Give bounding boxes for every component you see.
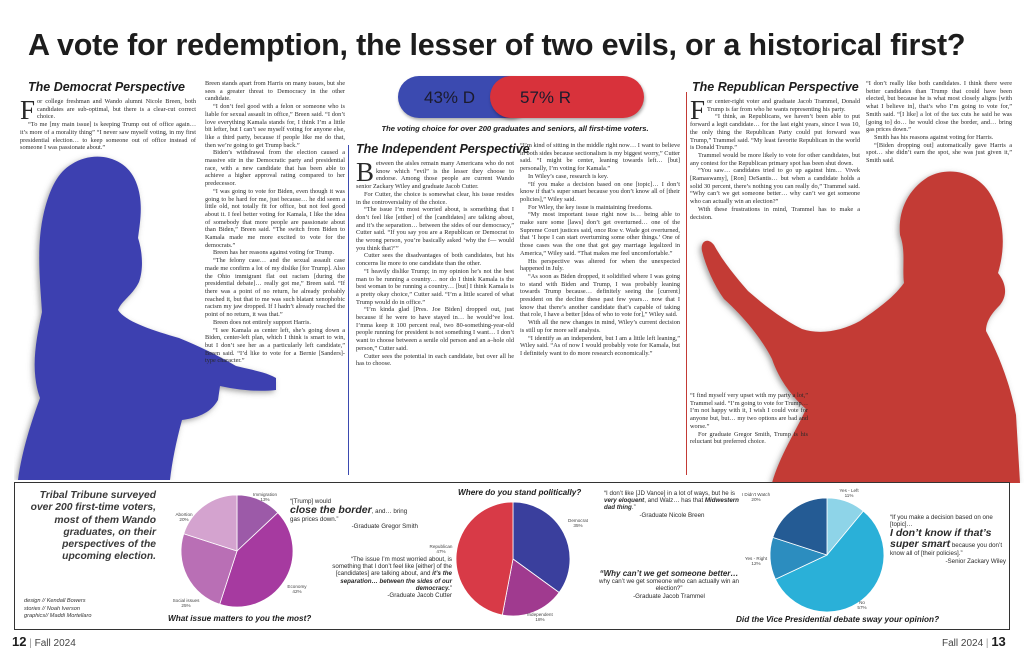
breen-quote: “I don’t like [JD Vance] in a lot of ways, but he is very eloquent, and Walz… has that Midwestern dad thing.” -Graduate Nicole Breen <box>604 490 739 519</box>
issue-date-right: Fall 2024 <box>942 638 984 649</box>
republican-dropcap: F <box>690 98 706 125</box>
folio-right: Fall 2024 | 13 <box>942 634 1006 649</box>
page-number-right: 13 <box>991 634 1006 649</box>
debate-label-yes-right: Yes - Right 12% <box>744 556 768 567</box>
issue-label-economy: Economy 42% <box>287 584 307 595</box>
politics-chart-title: Where do you stand politically? <box>458 488 582 497</box>
independent-left-rule <box>348 145 349 475</box>
folio-left: 12 | Fall 2024 <box>12 634 76 649</box>
issue-chart-title: What issue matters to you the most? <box>168 614 312 623</box>
debate-label-didnt-watch: I Didn't Watch 20% <box>741 492 771 503</box>
democrat-dropcap: F <box>20 98 36 125</box>
credit-design: design // Kendall Bowers <box>24 598 86 604</box>
republican-column-1: For center-right voter and graduate Jacob Trammel, Donald Trump is far from who he wants representing his party. “I think, as Republicans, we haven’t been able to put forward a legit candidate… for the last eight years, since I was 10, the only thing the Republican Party could put forward was Trump,” Trammel said. “My least favorite Republican in the world is Donald Trump.” Trammel would be more likely to vote for other candidates, but any contest for the Republican primary spot has been shut down. “You saw… candidates tried to go up against him… Vivek [Ramaswamy], [Ron] DeSantis… but when a candidate holds a solid 30 percent, there’s nothing you can really do,” Trammel said. “Why can’t we get someone better… why can’t we get someone who can actually win an election?” With these frustrations in mind, Trammel has to make a decision. <box>690 98 860 221</box>
poll-republican-label: 57% R <box>520 88 572 107</box>
independent-heading: The Independent Perspective <box>356 142 530 156</box>
pie-slice-republican <box>456 502 513 615</box>
republican-left-rule <box>686 92 687 475</box>
debate-chart-title: Did the Vice Presidential debate sway your opinion? <box>736 615 940 624</box>
independent-column-1: Between the aisles remain many Americans who do not know which “evil” is the lesser they choose to endorse. Among those people are current Wando senior Zackary Wiley and graduate Jacob Cutter. For Cutter, the choice is somewhat clear, his issue resides in the controversiality of the choice. “The issue I’m most worried about, is something that I don’t feel like [either] of the [candidates] are talking about, and it’s the separation… between the sides of our democracy,” Cutter said. “If you say you are a Republican or Democrat to the wrong person, you’re basically asked ‘why the f— would you think that?’” Cutter sees the disadvantages of both candidates, but his concerns lie more to one candidate than the other. “I heavily dislike Trump; in my opinion he’s not the best man to be running a country… nor do I think Kamala is the best woman to be running a country… [but] I think Kamala is a pretty okay choice,” Cutter said. “I’m a little scared of what Trump would do in office.” “I’m kinda glad [Pres. Joe Biden] dropped out, just because if he were to have stayed in… he would’ve lost. I’mma keep it 100 percent real, two 80-something-year-old people running for president is not something I want… I don’t want to choose between a senile old person and an a–hole old person,” Cutter said. Cutter sees the potential in each candidate, but over all he has to choose. <box>356 160 514 368</box>
headline: A vote for redemption, the lesser of two evils, or a historical first? <box>28 28 966 62</box>
republican-column-1b: “I find myself very upset with my party a lot,” Trammel said. “I’m going to vote for Trump… I’m not happy with it, I wish I could vote for anyone but, but… my two options are bad and worse.” For graduate Gregor Smith, Trump is his reluctant but preferred choice. <box>690 392 808 446</box>
wiley-quote: “If you make a decision based on one [topic]… I don’t know if that’s super smart because you don’t know all of [their policies].” -Senior Zackary Wiley <box>890 514 1006 565</box>
politics-pie-chart <box>452 498 574 623</box>
survey-blurb: Tribal Tribune surveyed over 200 first-time voters, most of them Wando graduates, on their perspectives of the upcoming election. <box>30 490 156 563</box>
trammel-quote: “Why can’t we get someone better… why can’t we get someone who can actually win an election?” -Graduate Jacob Trammel <box>599 569 739 600</box>
democrat-column-1: For college freshman and Wando alumni Nicole Breen, both candidates are sub-optimal, but there is a clear-cut correct choice. “To me [my main issue] is keeping Trump out of office again… it’s more of a morality thing” “I never saw myself voting, in my first presidential election… to keep someone out of office instead of someone I was passionate about.” <box>20 98 196 152</box>
politics-label-republican: Republican 47% <box>429 544 453 555</box>
poll-democrat-label: 43% D <box>424 88 476 107</box>
independent-column-2: “I’m kind of sitting in the middle right now… I want to believe in both sides because sectionalism is my biggest worry,” Cutter said. “I might be center, leaning towards left… [but] personally, I’m voting for Kamala.” In Wiley’s case, research is key. “If you make a decision based on one [topic]… I don’t know if that’s super smart because you don’t know all of [their policies],” Wiley said. For Wiley, the key issue is maintaining freedoms. “My most important issue right now is… being able to make sure some [laws] don’t get overturned… one of the Supreme Court justices said, once Roe v. Wade got overturned, that ‘I hope I can start overturning some other things.’ One of those cases was the one that got gay marriage legalized in America,” Wiley said. “That makes me feel uncomfortable.” His perspective was altered for when the unexpected happened in July. “As soon as Biden dropped, it solidified where I was going to stand with Biden and Trump, I was probably leaning towards Trump because… definitely seeing the [current] president on the decline these past few years… now that I know that there’s another candidate that’s capable of taking that role, I have a better [idea of who to vote for],” Wiley said. With all the new changes in mind, Wiley’s current decision is still up for more self analysis. “I identify as an independent, but I am a little left leaning,” Wiley said. “As of now I would probably vote for Kamala, but I definitely want to do more research economically.” <box>520 142 680 357</box>
issue-date-left: Fall 2024 <box>34 638 76 649</box>
smith-quote: “[Trump] would close the border, and… bring gas prices down.” -Graduate Gregor Smith <box>290 498 418 531</box>
issue-label-immigration: Immigration 13% <box>253 492 277 503</box>
independent-dropcap: B <box>356 160 375 187</box>
debate-label-no: No 57% <box>857 600 867 611</box>
credits <box>24 598 144 621</box>
issue-pie-chart <box>172 488 302 614</box>
debate-pie-chart <box>766 494 888 616</box>
credit-graphics: graphics// Maddi Mortellaro <box>24 613 92 620</box>
republican-heading: The Republican Perspective <box>692 80 859 94</box>
poll-caption: The voting choice for over 200 graduates and seniors, all first-time voters. <box>381 124 649 133</box>
democrat-heading: The Democrat Perspective <box>28 80 186 94</box>
republican-column-2: “I don’t really like both candidates. I think there were better candidates than Trump that could have been elected, but because he is what most closely aligns [with what I believe in], that’s who I’m going to vote for,” Smith said. “[I like] a lot of the tax cuts he said he was [going to] do… he would close the border, and… bring gas prices down.” Smith has his reasons against voting for Harris. “[Biden dropping out] automatically gave Harris a spot… she didn’t earn the spot, she was just given it,” Smith said. <box>866 80 1012 165</box>
cutter-quote: “The issue I’m most worried about, is something that I don’t feel like [either] of the [candidates] are talking about, and it’s the separation… between the sides of our democracy.” -Graduate Jacob Cutter <box>332 556 452 600</box>
issue-label-social: Social issues 25% <box>172 598 200 609</box>
politics-label-independent: Independent 18% <box>527 612 553 623</box>
page-number-left: 12 <box>12 634 27 649</box>
politics-label-democrat: Democrat 35% <box>568 518 588 529</box>
credit-stories: stories // Noah Iverson <box>24 605 80 612</box>
issue-label-abortion: Abortion 20% <box>175 512 193 523</box>
debate-label-yes-left: Yes - Left 11% <box>839 488 859 499</box>
democrat-column-2: Breen stands apart from Harris on many issues, but she sees a greater threat to Democracy in the other candidate. “I don’t feel good with a felon or someone who is liable for sexual assault in office,” Breen said. “I don’t love everything Kamala stands for, I think I’m a little bit lefter, but I can’t see myself voting for anyone else, like a third party, because if people like me do that, then we’re going to get Trump back.” Biden’s withdrawal from the election caused a massive stir in the Democratic party and presidential race, with a new candidate that has been able to achieve a higher approval rating compared to her predecessor. “I was going to vote for Biden, even though it was going to be hard for me, just because… he did seem a little old, not totally fit for office, but not feel good about it. I feel better voting for Kamala, I like the idea of somebody that more people are passionate about than Biden,” Breen said. “The switch from Biden to Kamala made me more excited to vote for the democrats.” Breen has her reasons against voting for Trump. “The felony case… and the sexual assault case made me confirm a lot of my dislike [for Trump]. Also the Ohio immigrant flat out racism [during the presidential debate]… really got me,” Breen said. “If there was a point of no return, he already probably reached it, but that to me was such blatant xenophobic racism my jaw dropped. If I hadn’t already reached the point of no return, it was that.” Breen does not entirely support Harris. “I see Kamala as center left, she’s going down a Biden, center-left plan, which I think is smart to win, but I don’t see her as a particularly left candidate,” Breen said. “I’d like to vote for a Bernie [Sanders]-type character.” <box>205 80 345 365</box>
